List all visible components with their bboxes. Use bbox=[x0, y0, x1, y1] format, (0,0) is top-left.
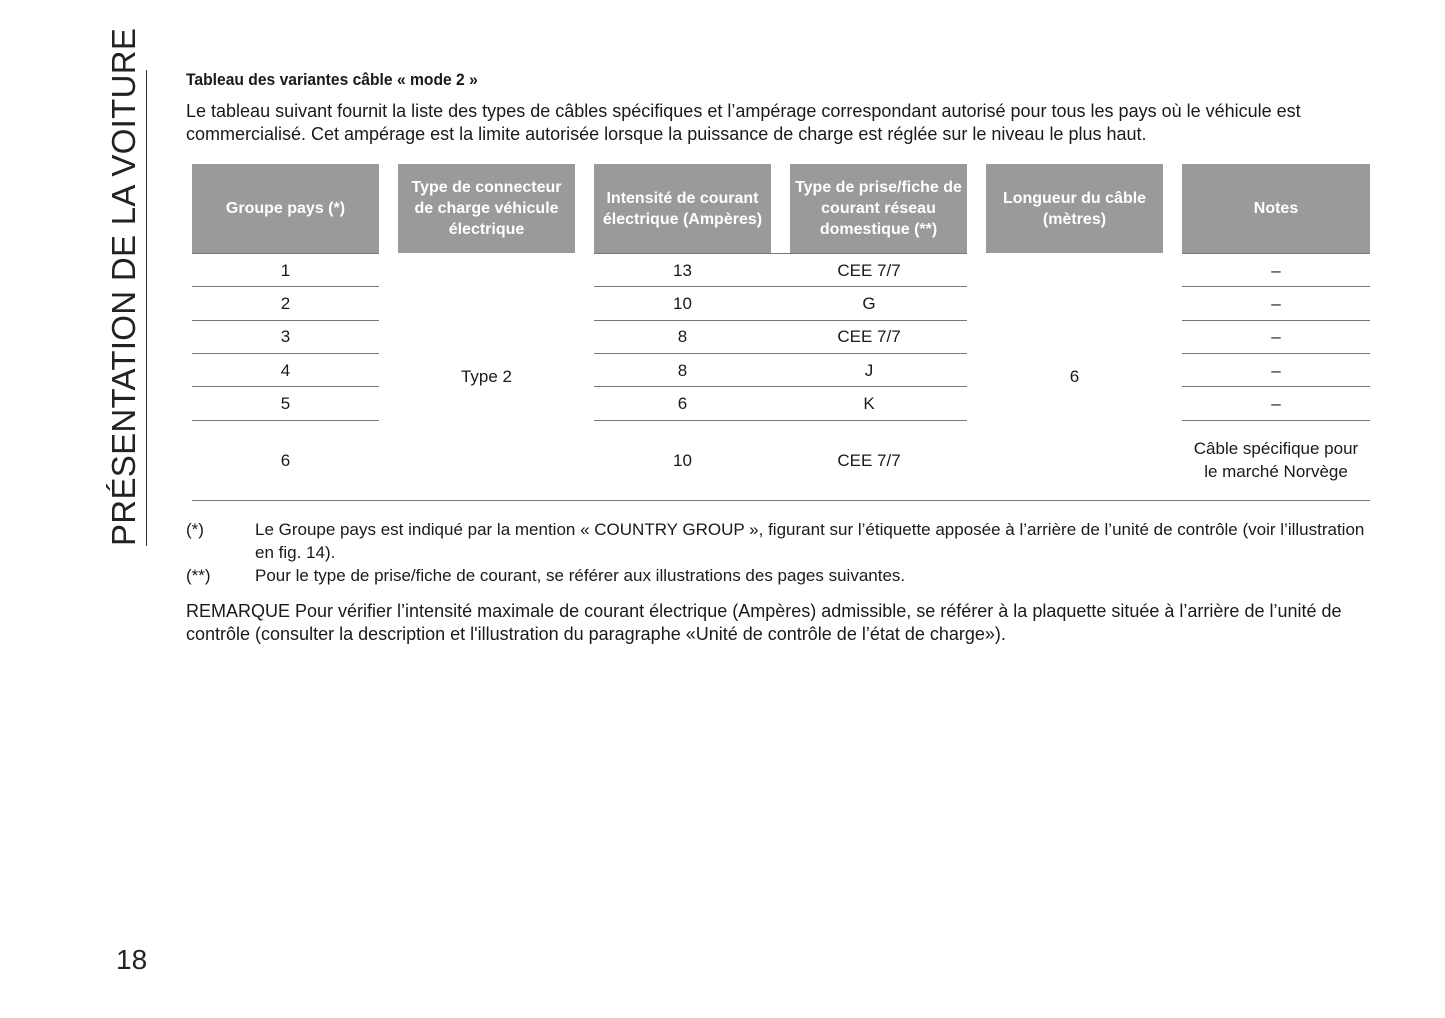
table-row bbox=[594, 287, 967, 320]
row-divider bbox=[1182, 320, 1370, 321]
cell-plug: CEE 7/7 bbox=[837, 327, 901, 346]
table-row bbox=[594, 387, 967, 420]
header-cable-length: Longueur du câble (mètres) bbox=[986, 164, 1163, 253]
table-bottom-rule bbox=[192, 500, 1370, 501]
cell-group: 3 bbox=[280, 327, 291, 346]
cell-amperage: 13 bbox=[673, 260, 692, 280]
row-divider bbox=[594, 386, 967, 387]
row-divider bbox=[192, 353, 379, 354]
row-divider bbox=[1182, 253, 1370, 254]
header-country-group: Groupe pays (*) bbox=[192, 164, 379, 253]
cell-notes: – bbox=[1271, 260, 1281, 280]
cell-plug: J bbox=[864, 360, 874, 380]
header-notes: Notes bbox=[1182, 164, 1370, 253]
page-number: 18 bbox=[116, 944, 148, 975]
cell-amperage: 10 bbox=[673, 450, 692, 470]
cell-plug: CEE 7/7 bbox=[837, 260, 901, 280]
side-divider bbox=[146, 70, 147, 546]
footnote-mark: (**) bbox=[186, 566, 211, 585]
footnote bbox=[186, 564, 1376, 587]
footnote-text: Pour le type de prise/fiche de courant, se référer aux illustrations des pages suivantes. bbox=[255, 566, 906, 585]
section-heading: Tableau des variantes câble « mode 2 » bbox=[186, 70, 478, 89]
row-divider bbox=[594, 320, 967, 321]
cell-connector-type: Type 2 bbox=[460, 367, 513, 386]
footnote-mark: (*) bbox=[186, 520, 204, 539]
row-divider bbox=[594, 253, 967, 254]
row-divider bbox=[1182, 420, 1370, 421]
row-divider bbox=[192, 286, 379, 287]
table-row bbox=[594, 353, 967, 387]
table-row bbox=[594, 420, 967, 500]
header-plug-type: Type de prise/fiche de courant réseau domestique (**) bbox=[790, 164, 967, 253]
row-divider bbox=[1182, 353, 1370, 354]
cell-plug: K bbox=[863, 394, 875, 413]
cell-notes: – bbox=[1271, 360, 1281, 380]
cell-group: 6 bbox=[280, 450, 291, 470]
row-divider bbox=[192, 386, 379, 387]
cell-cable-length: 6 bbox=[1069, 367, 1080, 386]
cell-notes: Câble spécifique pour le marché Norvège bbox=[1193, 439, 1359, 481]
row-divider bbox=[594, 286, 967, 287]
header-connector-type: Type de connecteur de charge véhicule électrique bbox=[398, 164, 575, 253]
table-row bbox=[594, 320, 967, 353]
row-divider bbox=[594, 420, 967, 421]
row-divider bbox=[192, 420, 379, 421]
cell-notes: – bbox=[1271, 394, 1281, 413]
row-divider bbox=[192, 320, 379, 321]
cell-group: 5 bbox=[280, 394, 291, 413]
cell-group: 4 bbox=[280, 360, 291, 380]
cell-group: 2 bbox=[280, 294, 291, 313]
footnote bbox=[186, 518, 1376, 564]
cell-notes: – bbox=[1271, 294, 1281, 313]
cable-variants-table bbox=[192, 164, 1370, 500]
cell-notes: – bbox=[1271, 327, 1281, 346]
row-divider bbox=[1182, 286, 1370, 287]
cell-amperage: 8 bbox=[677, 327, 688, 346]
cell-plug: G bbox=[862, 294, 876, 313]
cell-group: 1 bbox=[280, 260, 291, 280]
remark-paragraph: REMARQUE Pour vérifier l’intensité maximale de courant électrique (Ampères) admissible, se référer à la plaquette située à l’arrière de l’unité de contrôle (consulter la description et l'illustration du paragraphe «Unité de contrôle de l’état de charge»). bbox=[186, 601, 1342, 644]
header-amperage: Intensité de courant électrique (Ampères) bbox=[594, 164, 771, 253]
row-divider bbox=[192, 253, 379, 254]
footnote-text: Le Groupe pays est indiqué par la mention « COUNTRY GROUP », figurant sur l’étiquette apposée à l’arrière de l’unité de contrôle (voir l’illustration en fig. 14). bbox=[255, 520, 1365, 562]
cell-amperage: 10 bbox=[673, 294, 692, 313]
intro-paragraph: Le tableau suivant fournit la liste des types de câbles spécifiques et l’ampérage correspondant autorisé pour tous les pays où le véhicule est commercialisé. Cet ampérage est la limite autorisée lorsque la puissance de charge est réglée sur le niveau le plus haut. bbox=[186, 101, 1301, 144]
row-divider bbox=[1182, 386, 1370, 387]
cell-amperage: 8 bbox=[677, 360, 688, 380]
cell-plug: CEE 7/7 bbox=[837, 450, 901, 470]
table-row bbox=[594, 253, 967, 287]
cell-amperage: 6 bbox=[677, 394, 688, 413]
side-section-title: PRÉSENTATION DE LA VOITURE bbox=[105, 27, 142, 546]
row-divider bbox=[594, 353, 967, 354]
